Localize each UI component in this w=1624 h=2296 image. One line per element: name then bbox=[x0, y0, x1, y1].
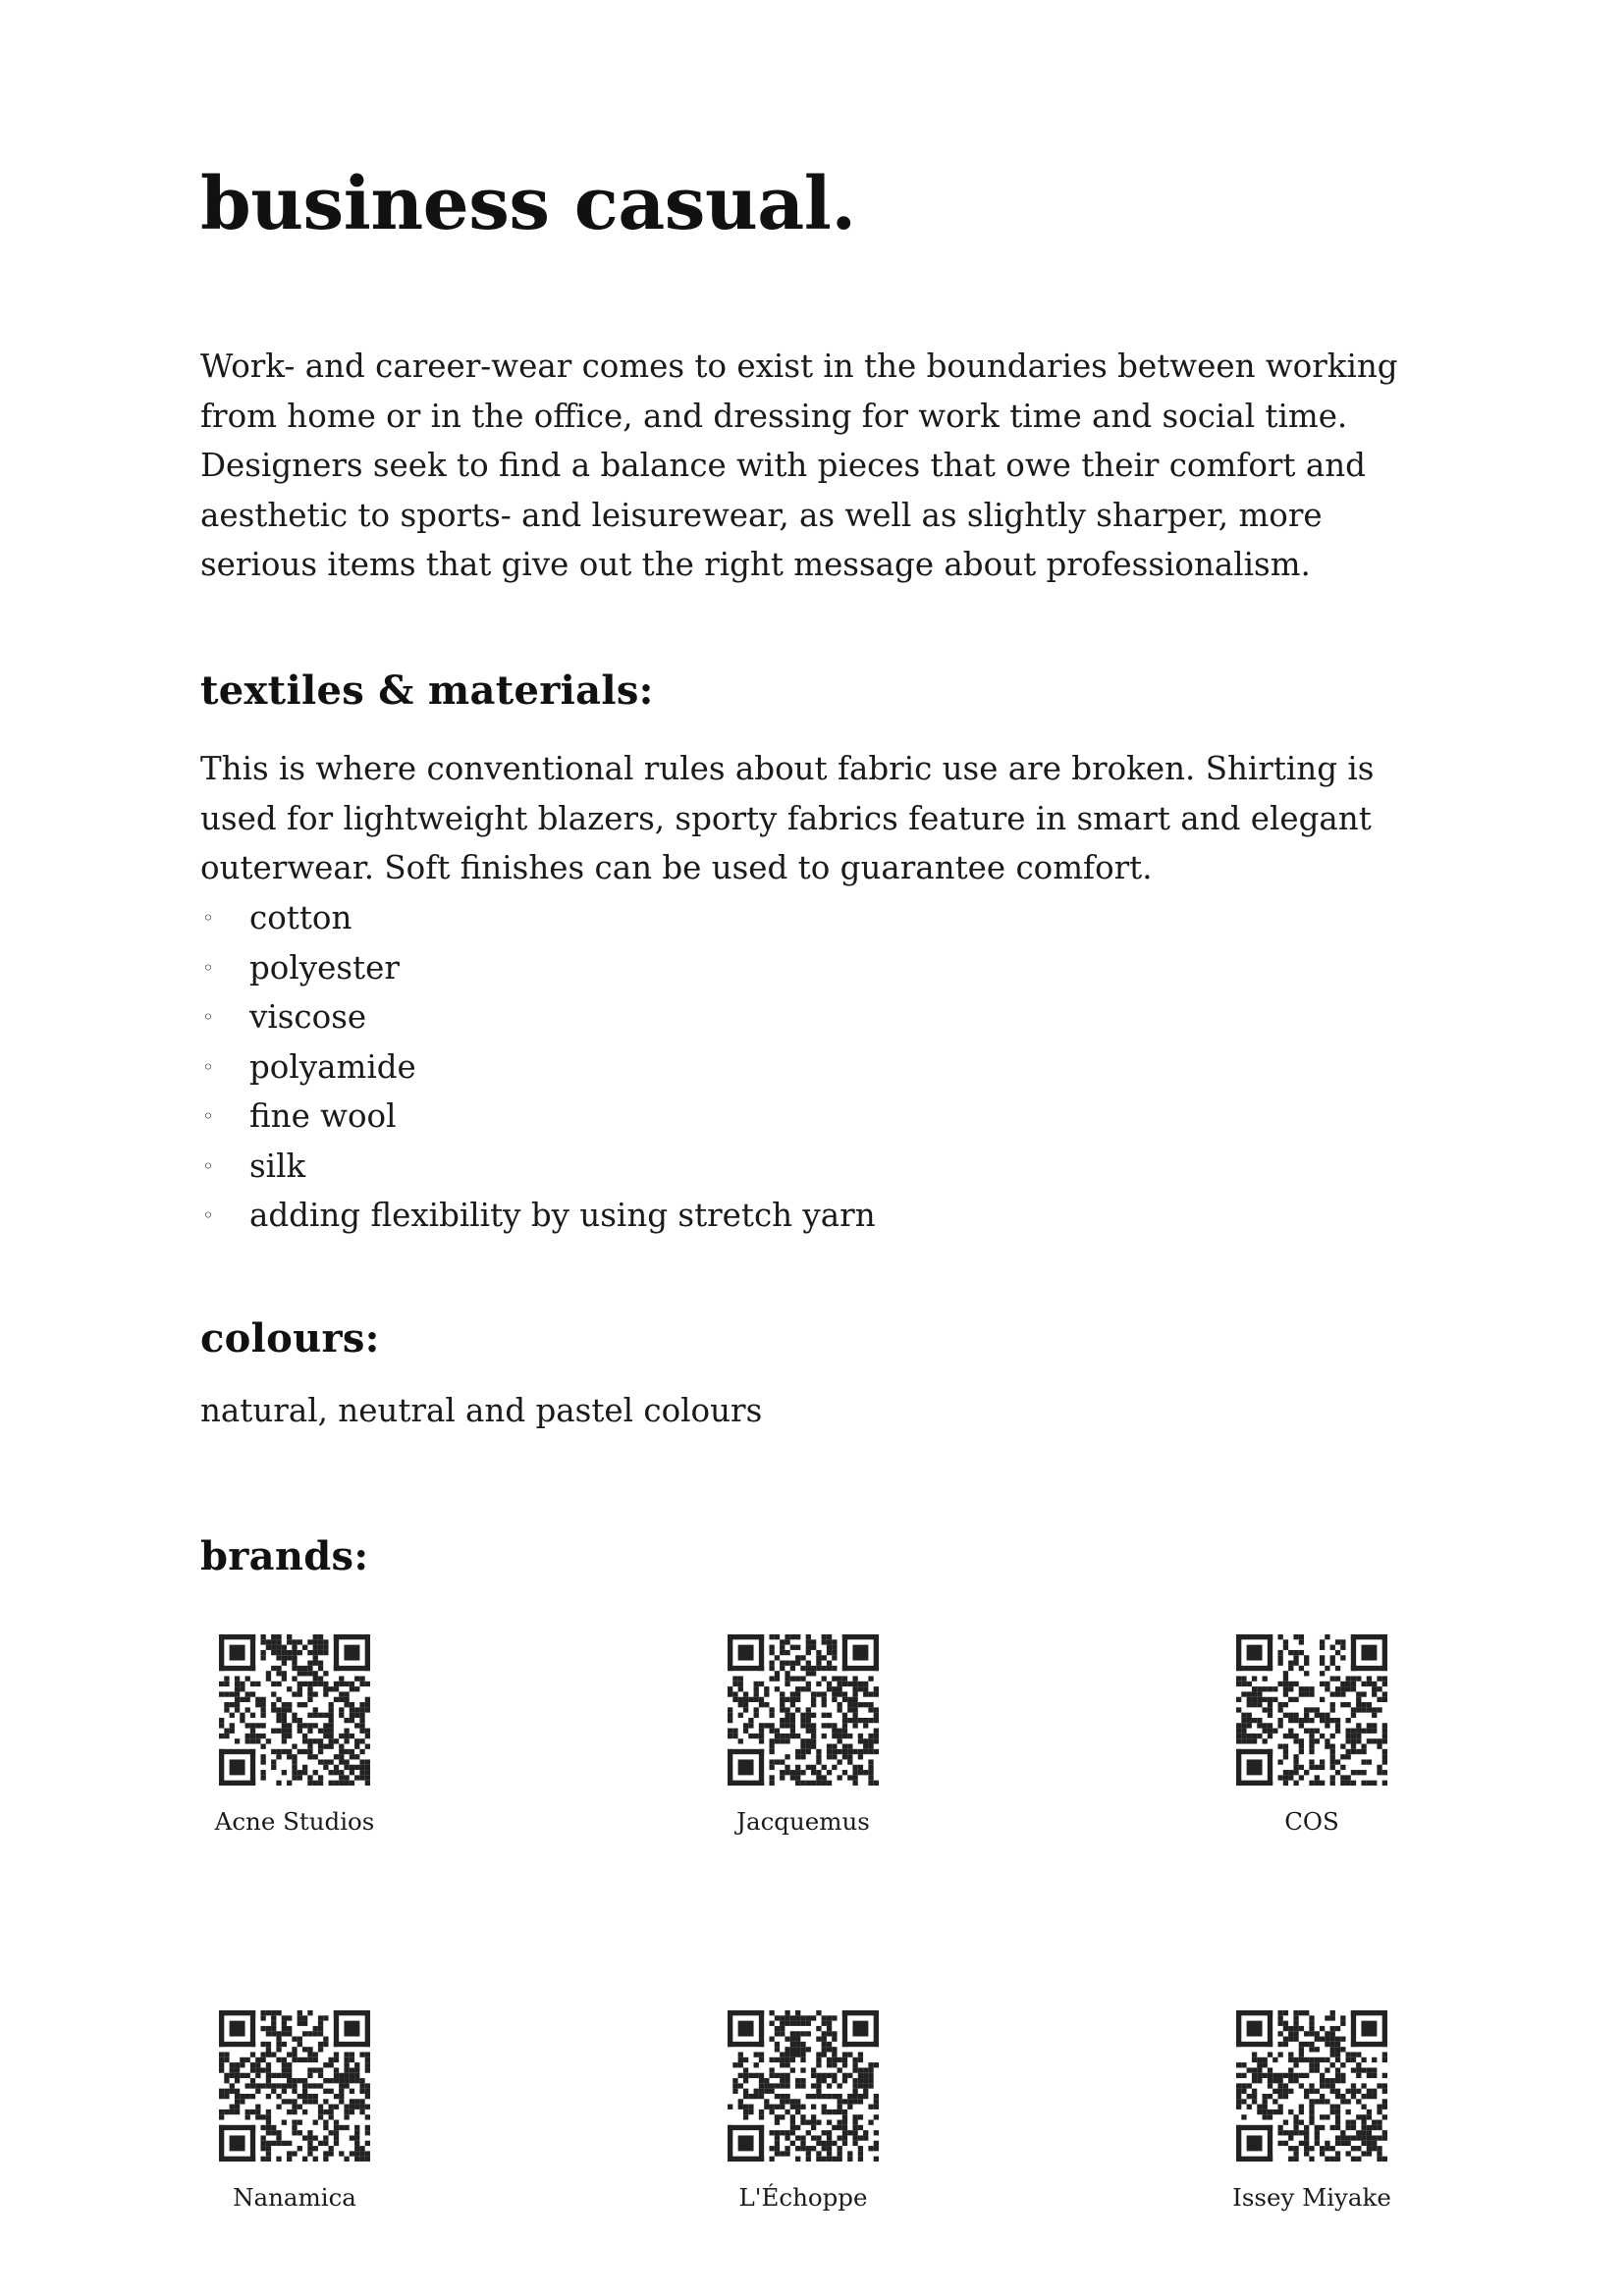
list-item bbox=[200, 1042, 876, 1093]
brand-label: Nanamica bbox=[233, 2183, 356, 2212]
brands-heading: brands: bbox=[200, 1533, 369, 1579]
qr-code-icon[interactable] bbox=[728, 1634, 879, 1786]
qr-code-icon[interactable] bbox=[219, 2010, 370, 2162]
material-label: cotton bbox=[249, 899, 352, 936]
brand-card-cos[interactable] bbox=[1164, 1634, 1459, 1836]
brand-label: Issey Miyake bbox=[1232, 2183, 1391, 2212]
list-item bbox=[200, 1191, 876, 1241]
brand-label: L'Échoppe bbox=[738, 2183, 868, 2212]
brand-card-jacquemus[interactable] bbox=[656, 1634, 950, 1836]
materials-list bbox=[200, 893, 876, 1241]
list-item bbox=[200, 893, 876, 943]
brand-card-lechoppe[interactable] bbox=[656, 2010, 950, 2212]
brand-card-nanamica[interactable] bbox=[147, 2010, 442, 2212]
list-item bbox=[200, 1092, 876, 1142]
bullet-icon: ◦ bbox=[202, 1005, 214, 1029]
colours-paragraph: natural, neutral and pastel colours bbox=[200, 1392, 763, 1429]
textiles-paragraph: This is where conventional rules about fabric use are broken. Shirting is used for lightweight blazers, sporty fabrics feature in smart and elegant outerwear. Soft finishes can be used to guarantee comfort. bbox=[200, 750, 1375, 886]
list-item bbox=[200, 943, 876, 993]
bullet-icon: ◦ bbox=[202, 1054, 214, 1079]
material-label: silk bbox=[249, 1147, 306, 1185]
qr-code-icon[interactable] bbox=[219, 1634, 370, 1786]
colours-heading: colours: bbox=[200, 1315, 380, 1362]
brand-label: Acne Studios bbox=[214, 1807, 375, 1836]
material-label: viscose bbox=[249, 998, 367, 1036]
bullet-icon: ◦ bbox=[202, 1153, 214, 1178]
bullet-icon: ◦ bbox=[202, 1104, 214, 1128]
list-item bbox=[200, 992, 876, 1042]
brand-card-issey-miyake[interactable] bbox=[1164, 2010, 1459, 2212]
material-label: polyester bbox=[249, 948, 400, 987]
qr-code-icon[interactable] bbox=[728, 2010, 879, 2162]
bullet-icon: ◦ bbox=[202, 906, 214, 930]
qr-code-icon[interactable] bbox=[1236, 1634, 1387, 1786]
material-label: fine wool bbox=[249, 1097, 397, 1135]
textiles-heading: textiles & materials: bbox=[200, 667, 654, 714]
brand-label: Jacquemus bbox=[736, 1807, 870, 1836]
material-label: adding flexibility by using stretch yarn bbox=[249, 1197, 876, 1234]
bullet-icon: ◦ bbox=[202, 1203, 214, 1227]
bullet-icon: ◦ bbox=[202, 955, 214, 980]
list-item bbox=[200, 1142, 876, 1192]
page-title: business casual. bbox=[200, 162, 856, 246]
intro-paragraph: Work- and career-wear comes to exist in the boundaries between working from home or in the office, and dressing for work time and social time. Designers seek to find a balance with pieces that owe their comfort and aesthetic to sports- and leisurewear, as well as slightly sharper, more serious items that give out the right message about professionalism. bbox=[200, 347, 1398, 583]
qr-code-icon[interactable] bbox=[1236, 2010, 1387, 2162]
brand-label: COS bbox=[1284, 1807, 1339, 1836]
brand-card-acne-studios[interactable] bbox=[147, 1634, 442, 1836]
material-label: polyamide bbox=[249, 1047, 416, 1086]
